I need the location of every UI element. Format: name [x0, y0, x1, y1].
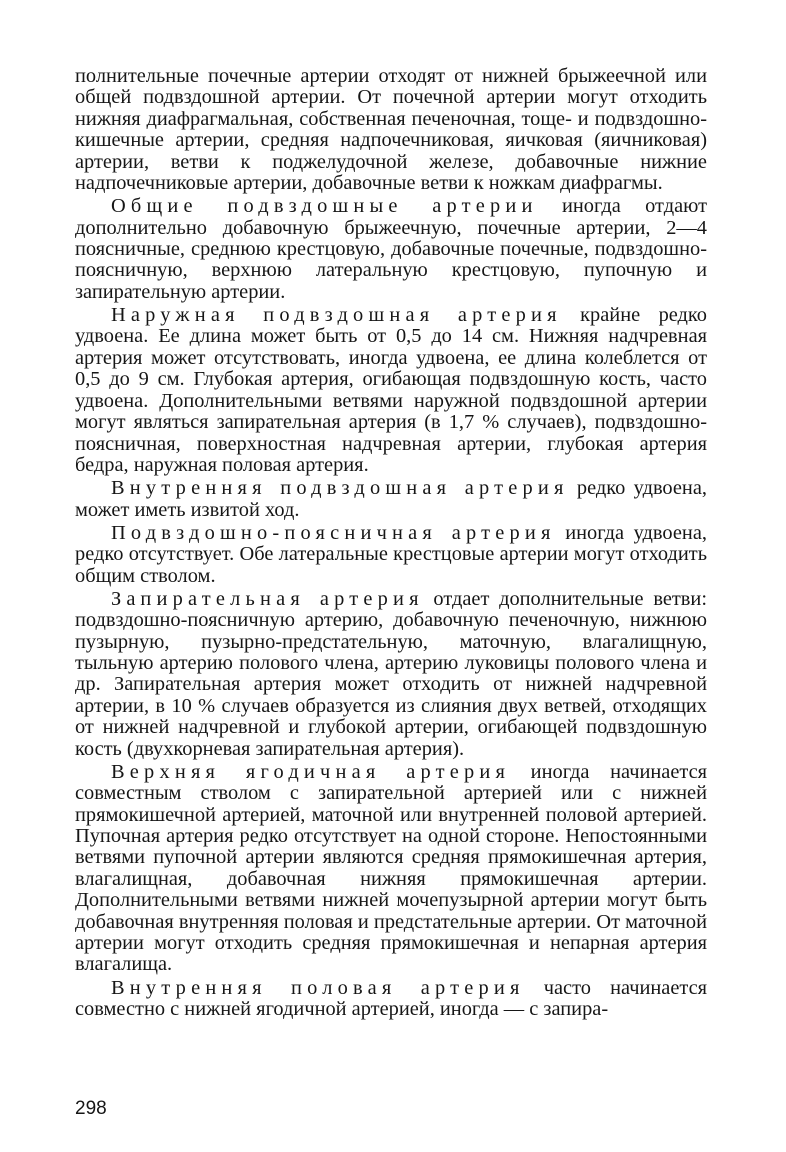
paragraph-text: полнительные почечные артерии отходят от нижней брыжеечной или общей подвздошной артерии. От почечной артерии могут отходить нижняя диафрагмальная, собственная печеночная, тоще- и подвздошно-кишечные артерии, средняя надпочечниковая, яичковая (яичниковая) артерии, ветви к поджелудочной железе, добавочные нижние надпочечниковые артерии, добавочные ветви к ножкам диафрагмы. [75, 65, 707, 195]
spaced-term: Внутренняя подвздошная артерия [111, 477, 569, 500]
paragraph-2 [75, 196, 707, 303]
page-number: 298 [75, 1098, 107, 1119]
paragraph-text: отдает дополнительные ветви: подвздошно-поясничную артерию, добавочную печеночную, нижнюю пузырную, пузырно-предстательную, маточную, влагалищную, тыльную артерию полового члена, артерию луковицы полового члена и др. Запирательная артерия может отходить от нижней надчревной артерии, в 10 % случаев образуется из слияния двух ветвей, отходящих от нижней надчревной и глубокой артерии, огибающей подвздошную кость (двухкорневая запирательная артерия). [75, 587, 707, 760]
paragraph-1 [75, 66, 707, 194]
spaced-term: Верхняя ягодичная артерия [111, 760, 511, 783]
spaced-term: Внутренняя половая артерия [111, 976, 525, 999]
paragraph-8 [75, 978, 707, 1021]
spaced-term: Подвздошно-поясничная артерия [111, 521, 556, 544]
spaced-term: Наружная подвздошная артерия [111, 304, 562, 327]
paragraph-4 [75, 478, 707, 521]
spaced-term: Общие подвздошные артерии [111, 195, 538, 218]
paragraph-5 [75, 523, 707, 587]
paragraph-7 [75, 762, 707, 976]
page-body [75, 66, 707, 1022]
spaced-term: Запирательная артерия [111, 587, 424, 610]
paragraph-3 [75, 305, 707, 476]
paragraph-6 [75, 589, 707, 760]
paragraph-text: иногда начинается совместным стволом с запирательной артерией или с нижней прямокишечной артерией, маточной или внутренней половой артерией. Пупочная артерия редко отсутствует на одной стороне. Непостоянными ветвями пупочной артерии являются средняя прямокишечная артерия, влагалищная, добавочная нижняя прямокишечная артерии. Дополнительными ветвями нижней мочепузырной артерии могут быть добавочная внутренняя половая и предстательные артерии. От маточной артерии могут отходить средняя прямокишечная и непарная артерия влагалища. [75, 760, 707, 976]
paragraph-text: иногда отдают дополнительно добавочную брыжеечную, почечные артерии, 2—4 поясничные, среднюю крестцовую, добавочные почечные, подвздошно-поясничную, верхнюю латеральную крестцовую, пупочную и запирательную артерии. [75, 195, 708, 303]
paragraph-text: иногда удвоена, редко отсутствует. Обе латеральные крестцовые артерии могут отходить общим стволом. [75, 521, 707, 587]
paragraph-text: часто начинается совместно с нижней ягодичной артерией, иногда — с запира- [75, 976, 707, 1021]
paragraph-text: редко удвоена, может иметь извитой ход. [75, 477, 707, 521]
paragraph-text: крайне редко удвоена. Ее длина может быть от 0,5 до 14 см. Нижняя надчревная артерия может отсутствовать, иногда удвоена, ее длина колеблется от 0,5 до 9 см. Глубокая артерия, огибающая подвздошную кость, часто удвоена. Дополнительными ветвями наружной подвздошной артерии могут являться запирательная артерия (в 1,7 % случаев), подвздошно-поясничная, поверхностная надчревная артерии, глубокая артерия бедра, наружная половая артерия. [75, 304, 707, 476]
